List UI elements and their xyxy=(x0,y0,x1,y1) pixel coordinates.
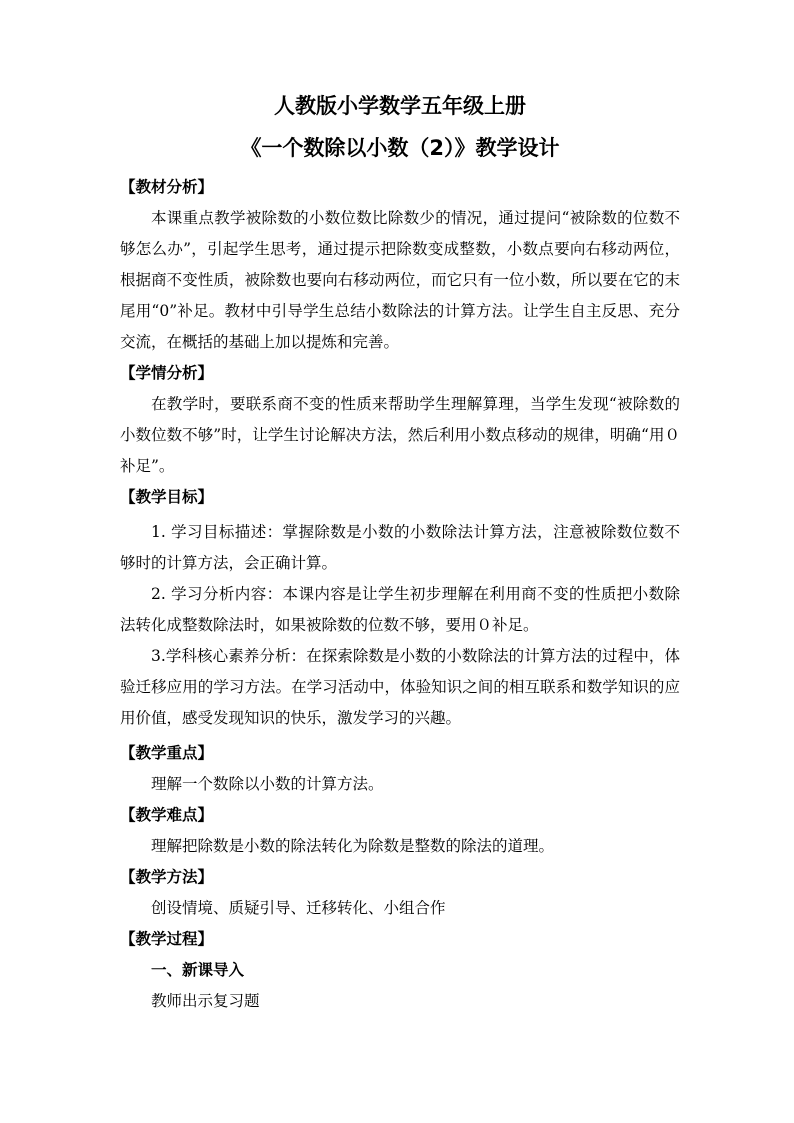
section-heading-material: 【教材分析】 xyxy=(120,178,214,196)
method-text: 创设情境、质疑引导、迁移转化、小组合作 xyxy=(151,899,446,917)
document-title-line2: 《一个数除以小数（2）》教学设计 xyxy=(240,136,560,160)
section-heading-difficulty: 【教学难点】 xyxy=(120,806,214,824)
goal-item-1: 1. 学习目标描述：掌握除数是小数的小数除法计算方法，注意被除数位数不够时的计算方法，会正确计算。 xyxy=(120,523,680,572)
section-heading-students: 【学情分析】 xyxy=(120,364,214,382)
section-heading-process: 【教学过程】 xyxy=(120,930,214,948)
document-title-line1: 人教版小学数学五年级上册 xyxy=(274,94,526,118)
section-heading-goals: 【教学目标】 xyxy=(120,488,214,506)
goal-item-3: 3.学科核心素养分析：在探索除数是小数的小数除法的计算方法的过程中，体验迁移应用的学习方法。在学习活动中，体验知识之间的相互联系和数学知识的应用价值，感受发现知识的快乐，激发学习的兴趣。 xyxy=(120,647,680,727)
process-text: 教师出示复习题 xyxy=(151,992,260,1010)
key-point-text: 理解一个数除以小数的计算方法。 xyxy=(151,775,384,793)
student-analysis-text: 在教学时，要联系商不变的性质来帮助学生理解算理，当学生发现“被除数的小数位数不够”时，让学生讨论解决方法，然后利用小数点移动的规律，明确“用０补足”。 xyxy=(120,395,680,475)
process-subheading-intro: 一、新课导入 xyxy=(151,961,245,979)
material-analysis-text: 本课重点教学被除数的小数位数比除数少的情况，通过提问“被除数的位数不够怎么办”，引起学生思考，通过提示把除数变成整数，小数点要向右移动两位，根据商不变性质，被除数也要向右移动两位，而它只有一位小数，所以要在它的末尾用“0”补足。教材中引导学生总结小数除法的计算方法。让学生自主反思、充分交流，在概括的基础上加以提炼和完善。 xyxy=(120,209,680,351)
section-heading-key: 【教学重点】 xyxy=(120,744,214,762)
section-heading-method: 【教学方法】 xyxy=(120,868,214,886)
document-body xyxy=(120,92,680,1017)
difficulty-text: 理解把除数是小数的除法转化为除数是整数的除法的道理。 xyxy=(151,837,555,855)
goal-item-2: 2. 学习分析内容：本课内容是让学生初步理解在利用商不变的性质把小数除法转化成整数除法时，如果被除数的位数不够，要用０补足。 xyxy=(120,585,680,634)
